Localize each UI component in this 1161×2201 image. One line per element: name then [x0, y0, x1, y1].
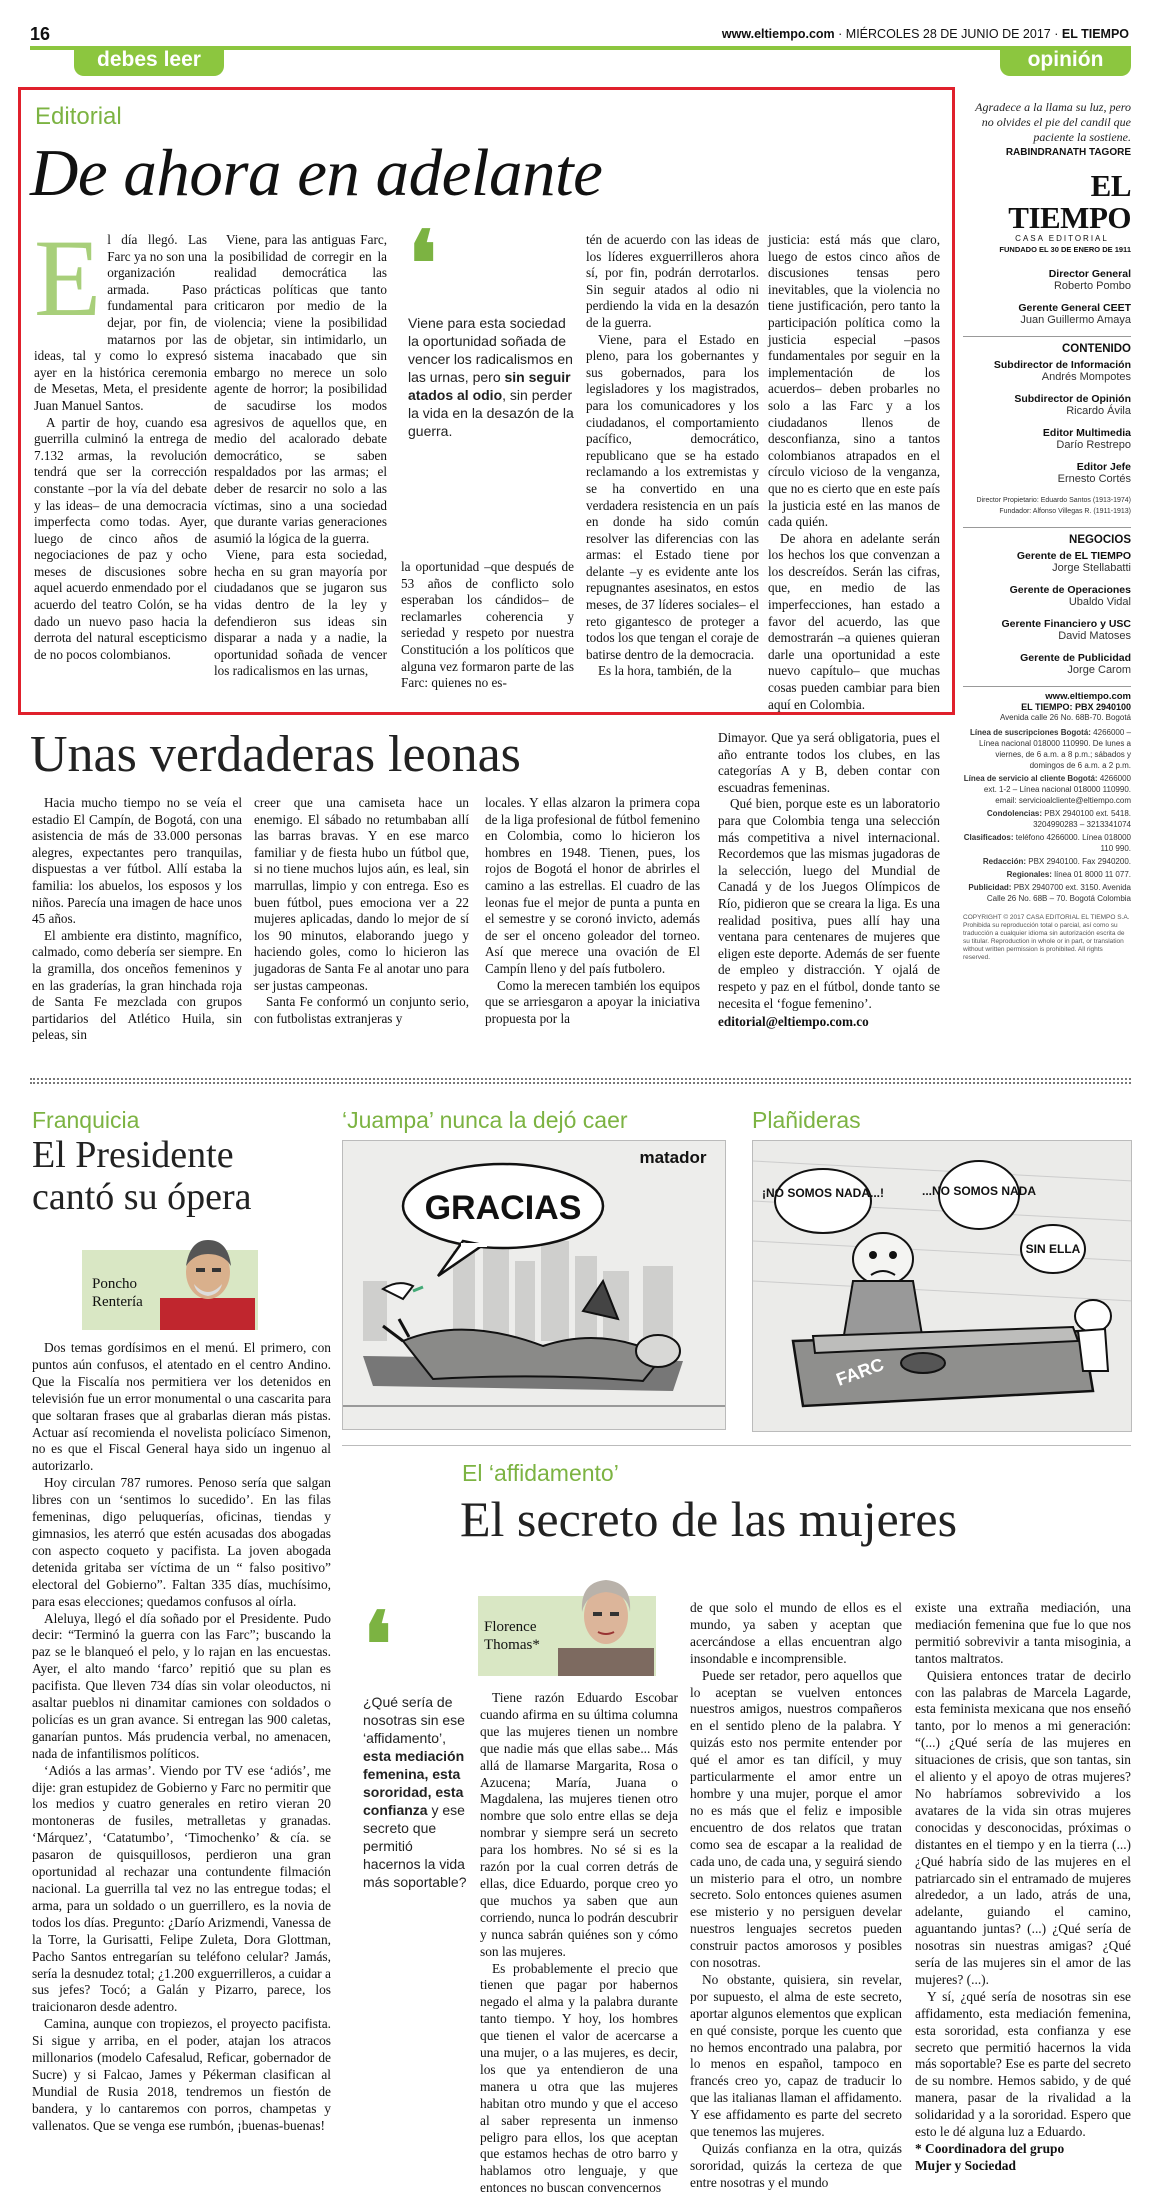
editorial-para: A partir de hoy, cuando esa guerrilla culminó la entrega de 7.132 armas, la revolución tendrá que ser la corrección constante –por la vía del debate y las ideas– de una democracia imperfecta como todas. Ayer, luego de cinco años de negociaciones de paz y ocho meses de discusiones sobre aquel acuerdo enmendado por el acuerdo del teatro Colón, se ha dado un nuevo paso hacia la derrota del natural escepticismo de no pocos colombianos.	[34, 414, 207, 662]
contact-text: 4266000 – Línea nacional 018000 110990. De lunes a viernes, de 6 a.m. a 8 p.m.; sábados y domingos de 6 a.m. a 2 p.m.	[979, 728, 1131, 770]
editorial-col-2	[214, 232, 387, 702]
section-divider	[30, 1078, 1131, 1084]
contact-label: Publicidad:	[968, 883, 1012, 892]
contact-line	[963, 832, 1131, 854]
contact-line	[963, 882, 1131, 904]
contact-label: Redacción:	[982, 857, 1027, 866]
franquicia-para: Camina, aunque con tropiezos, el proyecto pacifista. Si sigue y arriba, en el poder, atajan los atracos millonarios (modelo Cafesalud, Reficar, gobernador de Sucre) y si Falcao, James y Pékerman clasifican al Mundial de Rusia 2018, tendremos un fiestón de bandera, y lo cantaremos con porros, champetas y vallenatos. Que se venga ese rumbón, ¡buenas-buenas!	[32, 2016, 331, 2133]
cartoon-planideras-drawing-icon	[753, 1141, 1132, 1432]
franquicia-para: Dos temas gordísimos en el menú. El primero, con puntos aún confusos, el atentado en el centro Andino. Que la Fiscalía nos permitiera ver los detenidos en televisión fue un error monumental o una cascarita para que soltaran frases que al grabarlas dieran más pistas. Actuar así recomienda el novelista policíaco Simenon, no es que el Fiscal General haya sido un ingenuo al autorizarlo.	[32, 1340, 331, 1474]
editorial-para: Viene, para esta sociedad, hecha en su gran mayoría por ciudadanos que se jugaron sus vidas dentro de la ley y defendieron sus ideas sin disparar a nada y a nadie, la oportunidad soñada de vencer los radicalismos en las urnas,	[214, 547, 387, 679]
staff-name: Ernesto Cortés	[1057, 473, 1131, 485]
pull-quote-end: , sin perder la vida en la desazón de la guerra.	[408, 387, 574, 439]
cartoon2-bubble2	[922, 1184, 1036, 1198]
contact-label: Regionales:	[1006, 870, 1052, 879]
contact-label: Condolencias:	[986, 809, 1043, 818]
page-number: 16	[30, 24, 51, 44]
affid-para: Puede ser retador, pero aquellos que lo aceptan se vuelven entonces nuestros amigos, nuestros compañeros en el sentido pleno de la palabra. Y quizás esto nos permite entender por qué el amor es tan difícil, y muy particularmente el amor entre un hombre y una mujer, porque el amor no es más que el feliz e imposible encuentro de dos relatos que tratan como sea de escapar a la realidad de cada uno, de cada una, y seguirá siendo un misterio para el otro, un nombre secreto. Solo entonces quienes asumen ese misterio y no persiguen develar nuestros lenguajes secretos pueden construir pactos amorosos y posibles con nosotras.	[690, 1667, 902, 1971]
author-photo-renteria	[160, 1228, 255, 1330]
affid-pull-2: y ese secreto que permitió hacernos la vida más soportable?	[363, 1802, 467, 1890]
cartoon2-bubble2-text: ...NO SOMOS NADA	[921, 1184, 1037, 1198]
editorial-title: De ahora en adelante	[30, 136, 603, 210]
contact-label: Clasificados:	[963, 833, 1014, 842]
editorial-col-5	[768, 232, 940, 712]
leonas-title: Unas verdaderas leonas	[30, 726, 521, 783]
cartoon-juampa-drawing-icon	[343, 1141, 726, 1430]
header-paper: EL TIEMPO	[1061, 27, 1129, 41]
rail-web[interactable]: www.eltiempo.com	[963, 686, 1131, 702]
masthead-sub: CASA EDITORIAL	[1015, 234, 1109, 243]
affidamento-title: El secreto de las mujeres	[460, 1491, 958, 1547]
cartoon1-signature: matador	[639, 1148, 707, 1167]
affid-para: Quisiera entonces tratar de decirlo con las palabras de Marcela Lagarde, esta feminista mexicana que nos enseñó tanto, por lo menos a mi generación: “(...) ¿Qué sería de las mujeres en situaciones de crisis, que son tantas, sin el aliento y el apoyo de otras mujeres? No habríamos sobrevivido a los avatares de la vida sin otras mujeres conocidas y desconocidas, próximas o distantes en el tiempo y en la tierra (...) ¿Qué habría sido de las mujeres en el patriarcado sin el entramado de mujeres alrededor, a un lado, atrás de una, adelante, guiando el camino, aguantando juntas? (...) ¿Qué sería de nosotras sin nuestras amigas? ¿Qué sería de las mujeres sin el amor de las mujeres? (...).	[915, 1667, 1131, 1987]
editorial-para: Viene, para el Estado en pleno, para los gobernantes y sus gobernados, para los legisladores y los magistrados, para los comunicadores y los ciudadanos, el comportamiento pacífico, democrático, republicano que se ha estado reclamando a los extremistas y se ha convertido en una verdadera resistencia en un país en donde ha sido común resolver las diferencias con las armas: el Estado tiene por delante –y es evidente ante los repugnantes asesinatos, en estos meses, de 37 líderes sociales– el reto gigantesco de proteger a todos los que tengan el coraje de batirse dentro de la democracia.	[586, 331, 759, 662]
contenido-head: CONTENIDO	[963, 336, 1131, 355]
contact-text: línea 01 8000 11 077.	[1054, 870, 1131, 879]
affidamento-col-3	[915, 1600, 1131, 2175]
header-date: MIÉRCOLES 28 DE JUNIO DE 2017	[845, 27, 1051, 41]
affidamento-col-2	[690, 1600, 902, 2192]
staff-role: Gerente de Publicidad	[1020, 652, 1131, 664]
leonas-para: El ambiente era distinto, magnífico, calmado, como debería ser siempre. En la gramilla, dos onceños femeninos y en las graderías, la gran hinchada roja de Santa Fe mezclada con grupos partidarios del Atlético Huila, sin peleas, sin	[32, 927, 242, 1043]
leonas-para: Como la merecen también los equipos que se arriesgaron a apoyar la iniciativa propuesta por la	[485, 977, 700, 1026]
editorial-col-3	[401, 559, 574, 704]
leonas-col-1	[32, 795, 242, 1044]
staff-role: Subdirector de Información	[993, 359, 1131, 371]
staff-name: David Matoses	[1058, 630, 1131, 642]
pull-quote-plain: Viene para esta sociedad la oportunidad soñada de vencer los radicalismos en las urnas, pero	[408, 315, 573, 385]
leonas-para: Hacia mucho tiempo no se veía el estadio El Campín, de Bogotá, con una asistencia de más de 33.000 personas alegres, expectantes pero tranquilas, dispuestas a ver fútbol. Allí estaba la familia: los abuelos, los esposos y los niños. Parecía una imagen de hace unos 45 años.	[32, 795, 242, 927]
contact-text: teléfono 4266000. Línea 018000 110 990.	[1015, 833, 1131, 853]
leonas-col-4	[718, 730, 940, 1031]
contact-label: Línea de suscripciones Bogotá:	[970, 728, 1091, 737]
header-sep: ·	[1054, 27, 1062, 41]
franquicia-body	[32, 1340, 331, 2135]
staff-name: Darío Restrepo	[1056, 439, 1131, 451]
cartoon2-title: Plañideras	[752, 1107, 861, 1133]
editorial-para: justicia: está más que claro, luego de estos cinco años de discusiones tensas pero inevitables, que la violencia no tiene justificación, pero tanto la participación política como la justicia especial –pasos fundamentales por seguir en la implementación de los acuerdos– deben probarles no solo a las Farc y a los ciudadanos llenos de desconfianza, sino a tantos colombianos atrapados en el círculo vicioso de la venganza, que no es cierto que en este país la justicia esté en las manos de cada quién.	[768, 232, 940, 530]
leonas-para: locales. Y ellas alzaron la primera copa de la liga profesional de fútbol femenino en Colombia, como lo hicieron los hombres en 1948. Tienen, pues, los rojos de Bogotá el honor de abrirles el camino a las estrellas. El cuadro de las leonas fue el mejor de punta a punta en el semestre y se coronó invicto, además de ser el onceno goleador del torneo. Así que merece una ovación de El Campín lleno y del país futbolero.	[485, 795, 700, 976]
staff-name: Ricardo Ávila	[1066, 405, 1131, 417]
contact-line	[963, 869, 1131, 880]
cartoon2-bubble1	[762, 1186, 884, 1200]
leonas-para: Santa Fe conformó un conjunto serio, con futbolistas extranjeras y	[254, 994, 469, 1026]
portrait-renteria-icon	[160, 1228, 255, 1330]
author-photo-thomas	[558, 1568, 654, 1676]
epigraph: Agradece a la llama su luz, pero no olvides el pie del candil que paciente la sostiene.	[975, 100, 1131, 144]
affid-footnote-1: * Coordinadora del grupo	[915, 2141, 1065, 2156]
contact-text: PBX 2940100 ext. 5418. 3204990283 – 3213341074	[1033, 809, 1131, 829]
staff-block	[963, 268, 1131, 326]
affidamento-col-1	[480, 1690, 678, 2197]
contact-line	[963, 808, 1131, 830]
franquicia-para: Hoy circulan 787 rumores. Penoso sería que salgan libres con un ‘sentimos lo sucedido’. En las filas femeninas, digo peluquerías, oficinas, tiendas y gimnasios, les aterró que estén acusadas dos abogadas con aspecto coqueto y pacifista. La joven abogada detenida gritaba ser víctima de un “ falso positivo” electoral del Gobierno”. Faltan 335 días, muchísimo, para esas elecciones; quedamos confusos al oírla.	[32, 1475, 331, 1609]
pull-quote-text	[408, 314, 578, 440]
rail-pbx: EL TIEMPO: PBX 2940100	[1021, 702, 1131, 712]
tab-debes-leer[interactable]	[74, 46, 224, 76]
cartoon1-balloon: GRACIAS	[424, 1189, 582, 1227]
owner-line: Director Propietario: Eduardo Santos (1913-1974)	[976, 497, 1131, 504]
leonas-para: Dimayor. Que ya será obligatoria, pues el año entrante todos los clubes, en las categorías A y B, deben contar con escuadras femeninas.	[718, 730, 940, 795]
masthead-logo: EL TIEMPO	[1008, 168, 1131, 235]
affidamento-pull-text	[363, 1693, 473, 1891]
contact-label: Línea de servicio al cliente Bogotá:	[963, 774, 1098, 783]
pull-quote-bold: sin seguir atados al odio	[408, 369, 571, 403]
franquicia-para: Aleluya, llegó el día soñado por el Presidente. Pudo decir: “Terminó la guerra con las Farc”; buscando la paz se le blanqueó el pelo, y lo rajan en las encuestas. Ayer, el alto mando ‘farco’ repitió que su plan es pacifista. Que lleven 734 días sin volar oleoductos, ni asaltar pueblos ni dinamitar camiones con soldados o policías es un gran avance. Si entregan las 900 caletas, ganarían puntos. Más prudencia verbal, no amenacen, nada de infantilismos políticos.	[32, 1610, 331, 1761]
staff-role: Gerente de Operaciones	[1009, 584, 1131, 596]
editorial-para: Viene, para las antiguas Farc, la posibilidad de corregir en la realidad democrática las prácticas políticas que tanto criticaron por medio de la violencia; viene la posibilidad de objetar, sin intimidarlo, un sistema inacabado que sin embargo no merece un solo agente de horror; la posibilidad de sacudirse los modos agresivos de aquellos que, en medio del acalorado debate democrático, se saben respaldados por las armas; el deber de resarcir no solo a las víctimas, sino a una sociedad que durante varias generaciones asumió la lógica de la guerra.	[214, 232, 387, 546]
drop-cap: E	[34, 217, 102, 339]
contact-line	[963, 856, 1131, 867]
leonas-col-2	[254, 795, 469, 1027]
portrait-thomas-icon	[558, 1568, 654, 1676]
editorial-kicker: Editorial	[35, 103, 122, 130]
epigraph-author: RABINDRANATH TAGORE	[1005, 147, 1131, 158]
editorial-pull-quote	[408, 216, 578, 440]
affid-para: existe una extraña mediación, una mediación femenina que fue lo que nos permitió sobrevivir a tanta misoginia, a tantos maltratos.	[915, 1600, 1131, 1666]
tab-debes-leer-label: debes leer	[97, 48, 201, 71]
leonas-col-3	[485, 795, 700, 1027]
cartoon-juampa	[342, 1140, 726, 1430]
header-sep: ·	[838, 27, 846, 41]
rail-address: Avenida calle 26 No. 68B-70. Bogotá	[999, 713, 1131, 722]
contenido-block	[963, 359, 1131, 485]
staff-role: Gerente de EL TIEMPO	[1016, 550, 1131, 562]
author-name-renteria: Poncho Rentería	[92, 1276, 143, 1310]
staff-name: Roberto Pombo	[1053, 280, 1131, 292]
staff-role: Subdirector de Opinión	[1014, 393, 1131, 405]
staff-role: Gerente General CEET	[1018, 302, 1131, 314]
franquicia-title: El Presidente cantó su ópera	[32, 1134, 252, 1218]
tab-opinion[interactable]	[1000, 46, 1131, 76]
quote-mark-icon: ❛	[408, 216, 438, 315]
staff-role: Gerente Financiero y USC	[1001, 618, 1131, 630]
contact-text: PBX 2940100. Fax 2940200.	[1028, 857, 1131, 866]
leonas-para: Qué bien, porque este es un laboratorio para que Colombia tenga una selección más competitiva a nivel internacional. Recordemos que las mismas jugadoras de la selección, luego del Mundial de Canadá y de los Juegos Olímpicos de Río, pidieron que se creara la liga. Es una realidad positiva, pues allí hay una ventana para centenares de mujeres que eligen este deporte. Además de ser fuente de empleo y distracción. Y ojalá de respeto y paz en el fútbol, donde tanto se necesita el ‘fogue femenino’.	[718, 796, 940, 1011]
staff-name: Jorge Carom	[1067, 664, 1131, 676]
editorial-para: tén de acuerdo con las ideas de los líderes exguerrilleros ahora sí, por fin, podrán derrotarlos. Sin seguir atados al odio ni perdiendo la vida en la desazón de la guerra.	[586, 232, 759, 330]
affidamento-divider	[342, 1445, 1131, 1446]
contact-text: 4266000 ext. 1-2 – Línea nacional 018000 110990. email: servicioalcliente@eltiempo.com	[983, 774, 1131, 805]
staff-name: Andrés Mompotes	[1041, 371, 1131, 383]
cartoon2-bubble3: SIN ELLA	[1025, 1242, 1081, 1256]
franquicia-para: ‘Adiós a las armas’. Viendo por TV ese ‘adiós’, me dije: gran estupidez de Gobierno y Farc no permitir que los medios y cuatro generales en retiro vieran 20 montoneras de fusiles, metralletas y granadas. ‘Márquez’, ‘Catatumbo’, ‘Timochenko’ & cía. se pasaron de quisquillosos, perdieron una gran oportunidad al rechazar una contundente filmación nacional. La guerrilla tal vez no las entregue todas; el arma, para un soldado o un guerrillero, es la novia de todos los días. Pregunto: ¿Darío Arizmendi, Vanessa de la Torre, la Gurisatti, Felipe Zuleta, Dora Glottman, Pacho Santos entregarían su teléfono celular? Jamás, sería la desnudez total; ¿1.200 exguerrilleros, a cuidar a sus jefes? Tocó; a Galán y Pizarro, parece, los traicionaron desde adentro.	[32, 1762, 331, 2015]
cartoon-planideras	[752, 1140, 1132, 1432]
negocios-head: NEGOCIOS	[963, 527, 1131, 546]
staff-role: Editor Multimedia	[1042, 427, 1131, 439]
affid-pull-bold: esta mediación femenina, esta sororidad, esta confianza	[363, 1748, 465, 1818]
editorial-para: la oportunidad –que después de 53 años de conflicto solo esperaban los cándidos– de reclamarles coherencia y seriedad y respeto por nuestra Constitución a los políticos que alguna vez formaron parte de las Farc: quienes no es-	[401, 559, 574, 691]
editorial-para: De ahora en adelante serán los hechos los que convenzan a los descreídos. Serán las cifras, que, en medio de las imperfecciones, han estado a favor del acuerdo, las que demostrarán –a quienes quieran darle una oportunidad a este nuevo capítulo– que muchas cosas pueden cambiar para bien aquí en Colombia.	[768, 530, 940, 712]
editorial-col-1	[34, 217, 207, 702]
staff-role: Editor Jefe	[1076, 461, 1131, 473]
founded: FUNDADO EL 30 DE ENERO DE 1911	[999, 245, 1131, 254]
staff-name: Jorge Stellabatti	[1052, 562, 1131, 574]
contact-line	[963, 727, 1131, 771]
affid-footnote-2: Mujer y Sociedad	[915, 2157, 1016, 2173]
staff-name: Ubaldo Vidal	[1068, 596, 1131, 608]
contacts-block	[963, 727, 1131, 904]
franquicia-kicker: Franquicia	[32, 1107, 140, 1133]
cartoon2-coffin: FARC	[833, 1354, 887, 1390]
affidamento-pull-quote	[363, 1597, 473, 1891]
affid-para: No obstante, quisiera, sin revelar, por supuesto, el alma de este secreto, aportar algunos elementos que explican en qué consiste, porque les cuento que no hemos encontrado una palabra, por lo menos en español, tampoco en francés creo yo, capaz de traducir lo que las italianas llaman el affidamento. Y ese affidamento es parte del secreto que tenemos las mujeres.	[690, 1971, 902, 2140]
editorial-para: l día llegó. Las Farc ya no son una organización armada. Paso fundamental para dejar, por fin, de matarnos por las ideas, tal y como lo expresó ayer en la histórica ceremonia de Mesetas, Meta, el presidente Juan Manuel Santos.	[34, 232, 207, 413]
quote-mark-icon: ❛	[363, 1597, 393, 1696]
affid-para: Quizás confianza en la otra, quizás sororidad, quizás la certeza de que entre nosotras y el mundo	[690, 2141, 902, 2190]
copyright: COPYRIGHT © 2017 CASA EDITORIAL EL TIEMPO S.A. Prohibida su reproducción total o parcial, así como su traducción a cualquier idioma sin autorización escrita de su titular. Reproduction in whole or in part, or translation without written permission is prohibited. All rights reserved.	[963, 914, 1130, 961]
header-dateline	[722, 27, 1129, 41]
editorial-col-4	[586, 232, 759, 702]
affid-pull-1: ¿Qué sería de nosotras sin ese ‘affidamento’,	[363, 1694, 465, 1746]
affidamento-kicker: El ‘affidamento’	[462, 1460, 619, 1486]
author-name-thomas: Florence Thomas*	[484, 1619, 540, 1653]
right-rail	[963, 100, 1131, 962]
cartoon1-title: ‘Juampa’ nunca la dejó caer	[342, 1107, 628, 1133]
affid-para: de que solo el mundo de ellos es el mundo, ya saben y aceptan que acercándose a ellas encuentran algo insondable e incomprensible.	[690, 1600, 902, 1666]
tab-opinion-label: opinión	[1027, 48, 1104, 71]
header-site: www.eltiempo.com	[721, 27, 835, 41]
staff-role: Director General	[1048, 268, 1131, 280]
contact-line	[963, 773, 1131, 806]
affid-para: Y sí, ¿qué sería de nosotras sin ese affidamento, esta mediación femenina, esta sororidad, esta confianza y ese secreto que permitió hacernos la vida más soportable? Ese es parte del secreto de su nombre. Hemos sabido, y de qué manera, pasar de la rivalidad a la solidaridad y a la sororidad. Espero que esto le dé alguna luz a Eduardo.	[915, 1988, 1131, 2140]
negocios-block	[963, 550, 1131, 676]
affid-para: Tiene razón Eduardo Escobar cuando afirma en su última columna que las mujeres tienen un nombre que nadie más que ellas sabe... Más allá de llamarse Margarita, Rosa o Azucena; María, Juana o Magdalena, las mujeres tienen otro nombre que solo entre ellas se deja nombrar y siempre será un secreto para los hombres. No sé si es la razón por la cual corren detrás de ellas, dice Eduardo, porque creo yo que muchos ya saben que aun corriendo, nunca lo podrán descubrir y nunca sabrán quiénes son y cómo son las mujeres.	[480, 1690, 678, 1959]
staff-name: Juan Guillermo Amaya	[1020, 314, 1131, 326]
leonas-email[interactable]: editorial@eltiempo.com.co	[718, 1014, 869, 1030]
leonas-para: creer que una camiseta hace un enemigo. El sábado no retumbaban allí las barras bravas. Y en ese marco familiar y de fiesta hubo un fútbol que, si no tiene muchos lujos aún, es leal, sin marrullas, limpio y con entrega. Eso es buen fútbol, pues emociona ver a 22 mujeres aplicadas, dando lo mejor de sí los 90 minutos, elaborando juego y haciendo goles, como lo hicieron las jugadoras de Santa Fe al anotar uno para ser justas campeonas.	[254, 795, 469, 993]
editorial-para: Es la hora, también, de la	[598, 663, 732, 679]
founder-line: Fundador: Alfonso Villegas R. (1911-1913)	[999, 508, 1131, 515]
cartoon2-bubble1-text: ¡NO SOMOS NADA...!	[762, 1186, 884, 1200]
contact-text: PBX 2940700 ext. 3150. Avenida Calle 26 No. 68B – 70. Bogotá Colombia	[986, 883, 1131, 903]
affid-para: Es probablemente el precio que tienen que pagar por habernos negado el alma y la palabra durante tanto tiempo. Y hoy, los hombres que tienen el valor de acercarse a una mujer, o a las mujeres, es decir, los que ya entendieron de una manera u otra que las mujeres habitan otro mundo y que el acceso al saber representa un inmenso peligro para ellos, los que aceptan que estamos hechas de otro barro y hablamos otro lenguaje, y que entonces no buscan convencernos	[480, 1960, 678, 2196]
